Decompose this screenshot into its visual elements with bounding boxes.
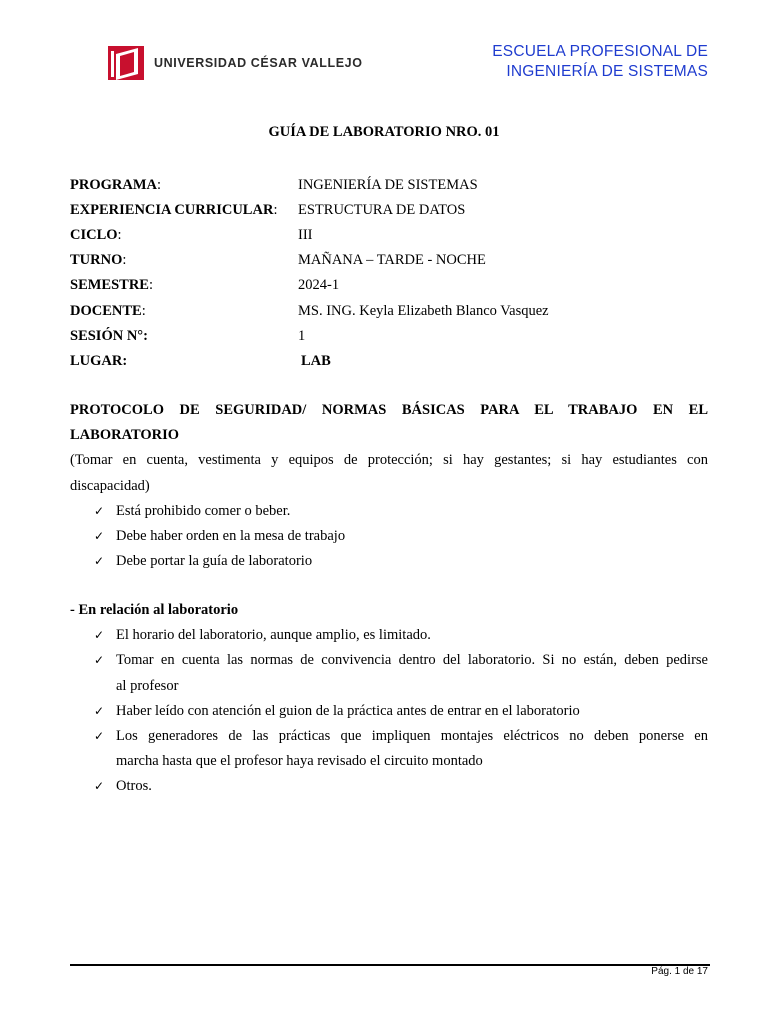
info-sep: : <box>141 302 146 319</box>
check-icon: ✓ <box>94 554 105 569</box>
info-row-programa <box>70 173 710 198</box>
list-item-text: Haber leído con atención el guion de la práctica antes de entrar en el laboratorio <box>116 702 580 719</box>
info-sep: : <box>157 177 162 194</box>
logo-text: UNIVERSIDAD CÉSAR VALLEJO <box>154 56 363 70</box>
protocol-heading-line1: PROTOCOLO DE SEGURIDAD/ NORMAS BÁSICAS PARA EL TRABAJO EN EL <box>70 402 708 418</box>
info-value: MAÑANA – TARDE - NOCHE <box>298 252 486 269</box>
info-row-docente <box>70 298 710 323</box>
protocol-rules-list <box>70 499 708 575</box>
list-item-text: Debe portar la guía de laboratorio <box>116 553 313 570</box>
info-key: DOCENTE <box>70 302 142 319</box>
list-item <box>70 499 708 524</box>
list-item <box>70 648 708 698</box>
info-value: III <box>298 227 313 244</box>
info-sep: : <box>273 202 278 219</box>
list-item <box>70 774 708 799</box>
lab-section-heading: - En relación al laboratorio <box>70 602 239 618</box>
school-name <box>492 42 708 82</box>
info-row-sesion <box>70 324 710 349</box>
list-item <box>70 524 708 549</box>
lab-rules-list <box>70 623 708 799</box>
check-icon: ✓ <box>94 703 105 718</box>
list-item-text: Está prohibido comer o beber. <box>116 502 291 519</box>
check-icon: ✓ <box>94 779 105 794</box>
info-row-lugar <box>70 349 710 374</box>
list-item-text-cont: al profesor <box>116 677 179 694</box>
check-icon: ✓ <box>94 503 105 518</box>
info-key: LUGAR: <box>70 352 128 369</box>
info-key: CICLO <box>70 227 118 244</box>
check-icon: ✓ <box>94 529 105 544</box>
protocol-heading-line2: LABORATORIO <box>70 427 180 444</box>
university-logo <box>108 44 363 82</box>
info-value: LAB <box>301 352 331 369</box>
info-sep: : <box>148 277 154 294</box>
lab-section <box>70 598 708 800</box>
info-row-turno <box>70 248 710 273</box>
info-key: TURNO <box>70 252 123 269</box>
list-item-text: El horario del laboratorio, aunque amplio, es limitado. <box>116 627 431 644</box>
list-item-text: Tomar en cuenta las normas de convivencia dentro del laboratorio. Si no están, deben pedirse <box>116 652 708 669</box>
ucv-emblem-icon <box>108 44 144 82</box>
list-item <box>70 699 708 724</box>
info-value: 1 <box>298 327 306 344</box>
info-value: ESTRUCTURA DE DATOS <box>298 202 466 219</box>
list-item-text-cont: marcha hasta que el profesor haya revisado el circuito montado <box>116 753 483 770</box>
info-key: EXPERIENCIA CURRICULAR <box>70 202 274 219</box>
info-value: INGENIERÍA DE SISTEMAS <box>298 177 478 194</box>
document-title: GUÍA DE LABORATORIO NRO. 01 <box>268 124 500 140</box>
list-item-text: Debe haber orden en la mesa de trabajo <box>116 528 346 545</box>
info-key: SEMESTRE <box>70 277 149 294</box>
course-info-table <box>70 173 710 374</box>
list-item <box>70 623 708 648</box>
protocol-section <box>70 398 708 574</box>
check-icon: ✓ <box>94 653 105 668</box>
page-number: Pág. 1 de 17 <box>651 966 708 977</box>
school-name-line1: ESCUELA PROFESIONAL DE <box>492 43 708 60</box>
info-value: MS. ING. Keyla Elizabeth Blanco Vasquez <box>298 302 549 319</box>
info-key: SESIÓN N°: <box>70 327 148 344</box>
check-icon: ✓ <box>94 729 105 744</box>
school-name-line2: INGENIERÍA DE SISTEMAS <box>506 63 708 80</box>
protocol-note-line2: discapacidad) <box>70 477 150 494</box>
list-item <box>70 724 708 774</box>
info-row-experiencia <box>70 198 710 223</box>
info-sep: : <box>117 227 122 244</box>
check-icon: ✓ <box>94 628 105 643</box>
list-item-text: Otros. <box>116 778 152 795</box>
list-item-text: Los generadores de las prácticas que impliquen montajes eléctricos no deben ponerse en <box>116 728 708 745</box>
info-row-ciclo <box>70 223 710 248</box>
info-row-semestre <box>70 273 710 298</box>
info-value: 2024-1 <box>298 277 340 294</box>
protocol-note-line1: (Tomar en cuenta, vestimenta y equipos de protección; si hay gestantes; si hay estudiantes con <box>70 452 708 469</box>
footer-divider <box>70 964 710 966</box>
info-sep: : <box>122 252 127 269</box>
info-key: PROGRAMA <box>70 177 157 194</box>
list-item <box>70 549 708 574</box>
